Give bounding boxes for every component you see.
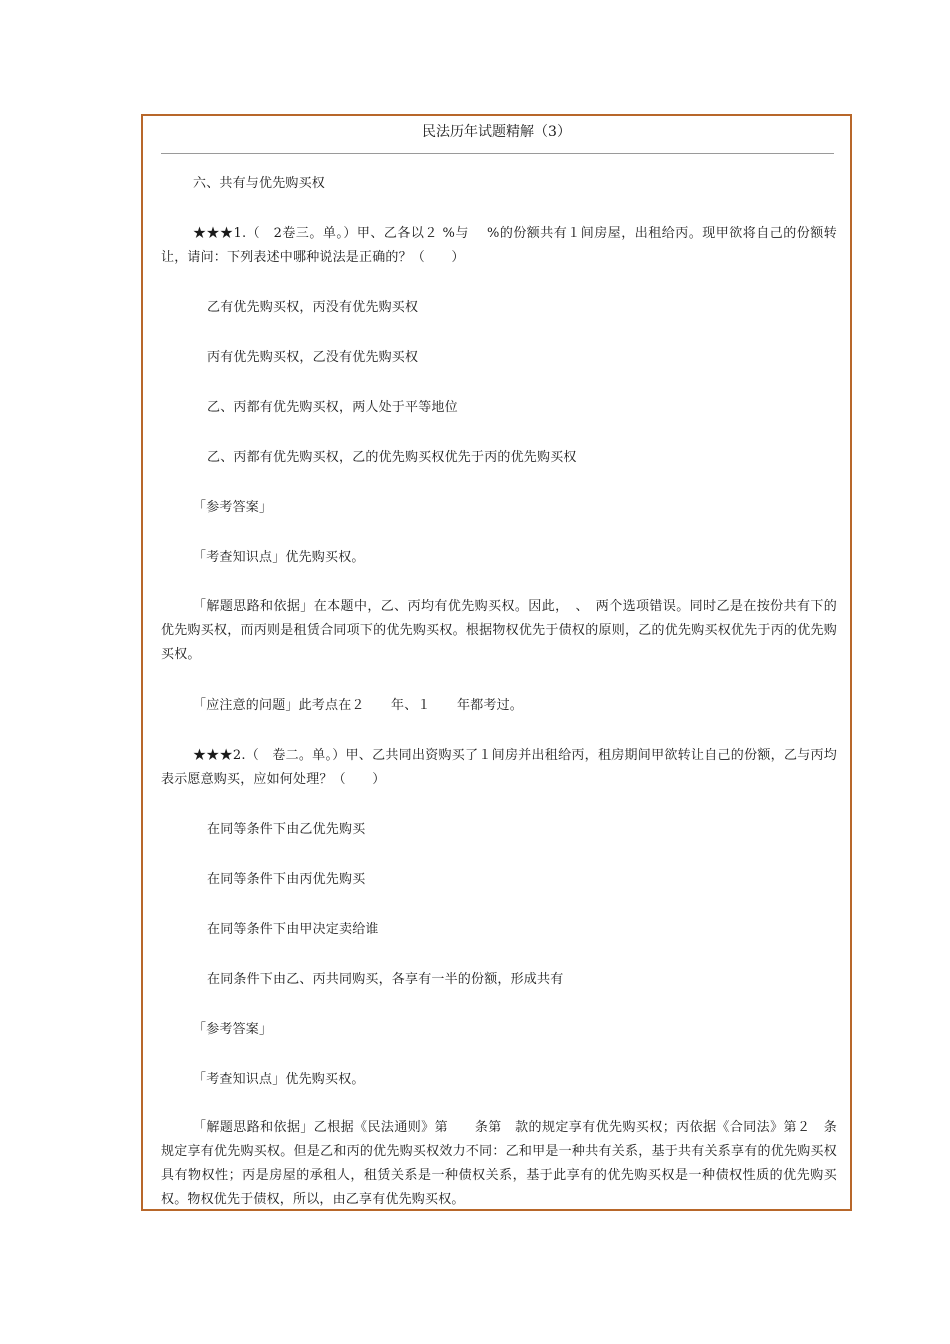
question-2-answer: 「参考答案」 [193,1022,273,1037]
question-1-option-b: 丙有优先购买权，乙没有优先购买权 [207,350,419,365]
question-2-option-b: 在同等条件下由丙优先购买 [207,872,366,887]
question-1-knowledge: 「考查知识点」优先购买权。 [193,550,365,565]
question-2-knowledge: 「考查知识点」优先购买权。 [193,1072,365,1087]
question-2-option-c: 在同等条件下由甲决定卖给谁 [207,922,379,937]
document-frame [141,114,852,1211]
question-1-analysis: 「解题思路和依据」在本题中，乙、丙均有优先购买权。因此， 、 两个选项错误。同时乙是在按份共有下的优先购买权，而丙则是租赁合同项下的优先购买权。根据物权优先于债权的原则，乙的优先购买权优先于丙的优先购买权。 [161,599,837,662]
question-2-option-a: 在同等条件下由乙优先购买 [207,822,366,837]
title-divider [161,153,834,154]
question-2-stem: ★★★2.（ 卷二。单。）甲、乙共同出资购买了１间房并出租给丙，租房期间甲欲转让自己的份额，乙与丙均表示愿意购买，应如何处理？（ ） [161,748,837,787]
question-1-stem: ★★★1.（ 2卷三。单。）甲、乙各以２ %与 %的份额共有１间房屋，出租给丙。现甲欲将自己的份额转让，请问：下列表述中哪种说法是正确的？（ ） [161,226,837,265]
question-2-analysis: 「解题思路和依据」乙根据《民法通则》第 条第 款的规定享有优先购买权；丙依据《合同法》第２ 条规定享有优先购买权。但是乙和丙的优先购买权效力不同：乙和甲是一种共有关系，基于共有关系享有的优先购买权具有物权性；丙是房屋的承租人，租赁关系是一种债权关系，基于此享有的优先购买权是一种债权性质的优先购买权。物权优先于债权，所以，由乙享有优先购买权。 [161,1120,837,1207]
question-1-option-a: 乙有优先购买权，丙没有优先购买权 [207,300,419,315]
section-heading: 六、共有与优先购买权 [193,176,326,191]
question-1-option-c: 乙、丙都有优先购买权，两人处于平等地位 [207,400,458,415]
question-1-answer: 「参考答案」 [193,500,273,515]
document-title: 民法历年试题精解（3） [422,124,571,140]
question-1-note: 「应注意的问题」此考点在２ 年、１ 年都考过。 [193,698,524,713]
question-1-option-d: 乙、丙都有优先购买权，乙的优先购买权优先于丙的优先购买权 [207,450,577,465]
question-2-option-d: 在同条件下由乙、丙共同购买，各享有一半的份额，形成共有 [207,972,564,987]
